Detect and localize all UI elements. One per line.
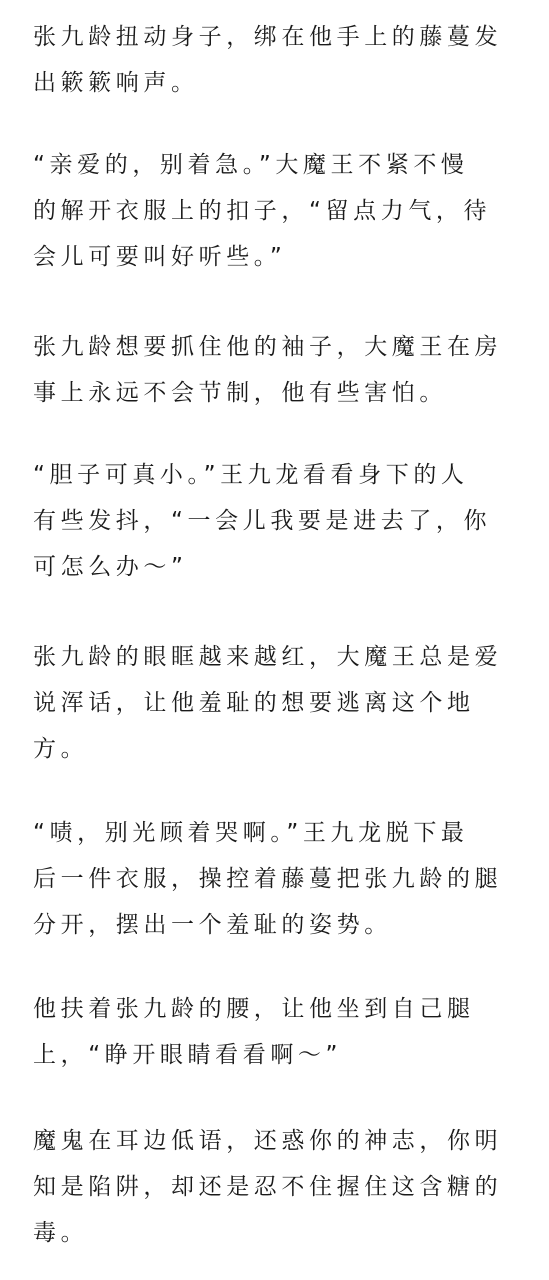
text-line: 有些发抖，“一会儿我要是进去了，你: [33, 508, 492, 534]
text-line: 会儿可要叫好听些。”: [33, 244, 287, 270]
text-line: 后一件衣服，操控着藤蔓把张九龄的腿: [33, 866, 503, 892]
text-line: 方。: [33, 736, 89, 762]
text-line: 张九龄扭动身子，绑在他手上的藤蔓发: [33, 24, 503, 50]
text-line: 分开，摆出一个羞耻的姿势。: [33, 912, 392, 938]
text-line: 魔鬼在耳边低语，还惑你的神志，你明: [33, 1128, 503, 1154]
text-line: 的解开衣服上的扣子，“留点力气，待: [33, 198, 492, 224]
text-line: “啧，别光顾着哭啊。”王九龙脱下最: [33, 820, 469, 846]
text-line: “亲爱的，别着急。”大魔王不紧不慢: [33, 152, 469, 178]
text-line: 出簌簌响声。: [33, 70, 199, 96]
text-line: 他扶着张九龄的腰，让他坐到自己腿: [33, 996, 475, 1022]
text-line: “胆子可真小。”王九龙看看身下的人: [33, 462, 469, 488]
text-line: 毒。: [33, 1220, 89, 1246]
text-line: 可怎么办～”: [33, 554, 188, 580]
text-line: 上，“睁开眼睛看看啊～”: [33, 1042, 343, 1068]
text-line: 张九龄的眼眶越来越红，大魔王总是爱: [33, 644, 503, 670]
text-line: 事上永远不会节制，他有些害怕。: [33, 380, 447, 406]
text-line: 知是陷阱，却还是忍不住握住这含糖的: [33, 1174, 503, 1200]
text-line: 说浑话，让他羞耻的想要逃离这个地: [33, 690, 475, 716]
text-line: 张九龄想要抓住他的袖子，大魔王在房: [33, 334, 503, 360]
